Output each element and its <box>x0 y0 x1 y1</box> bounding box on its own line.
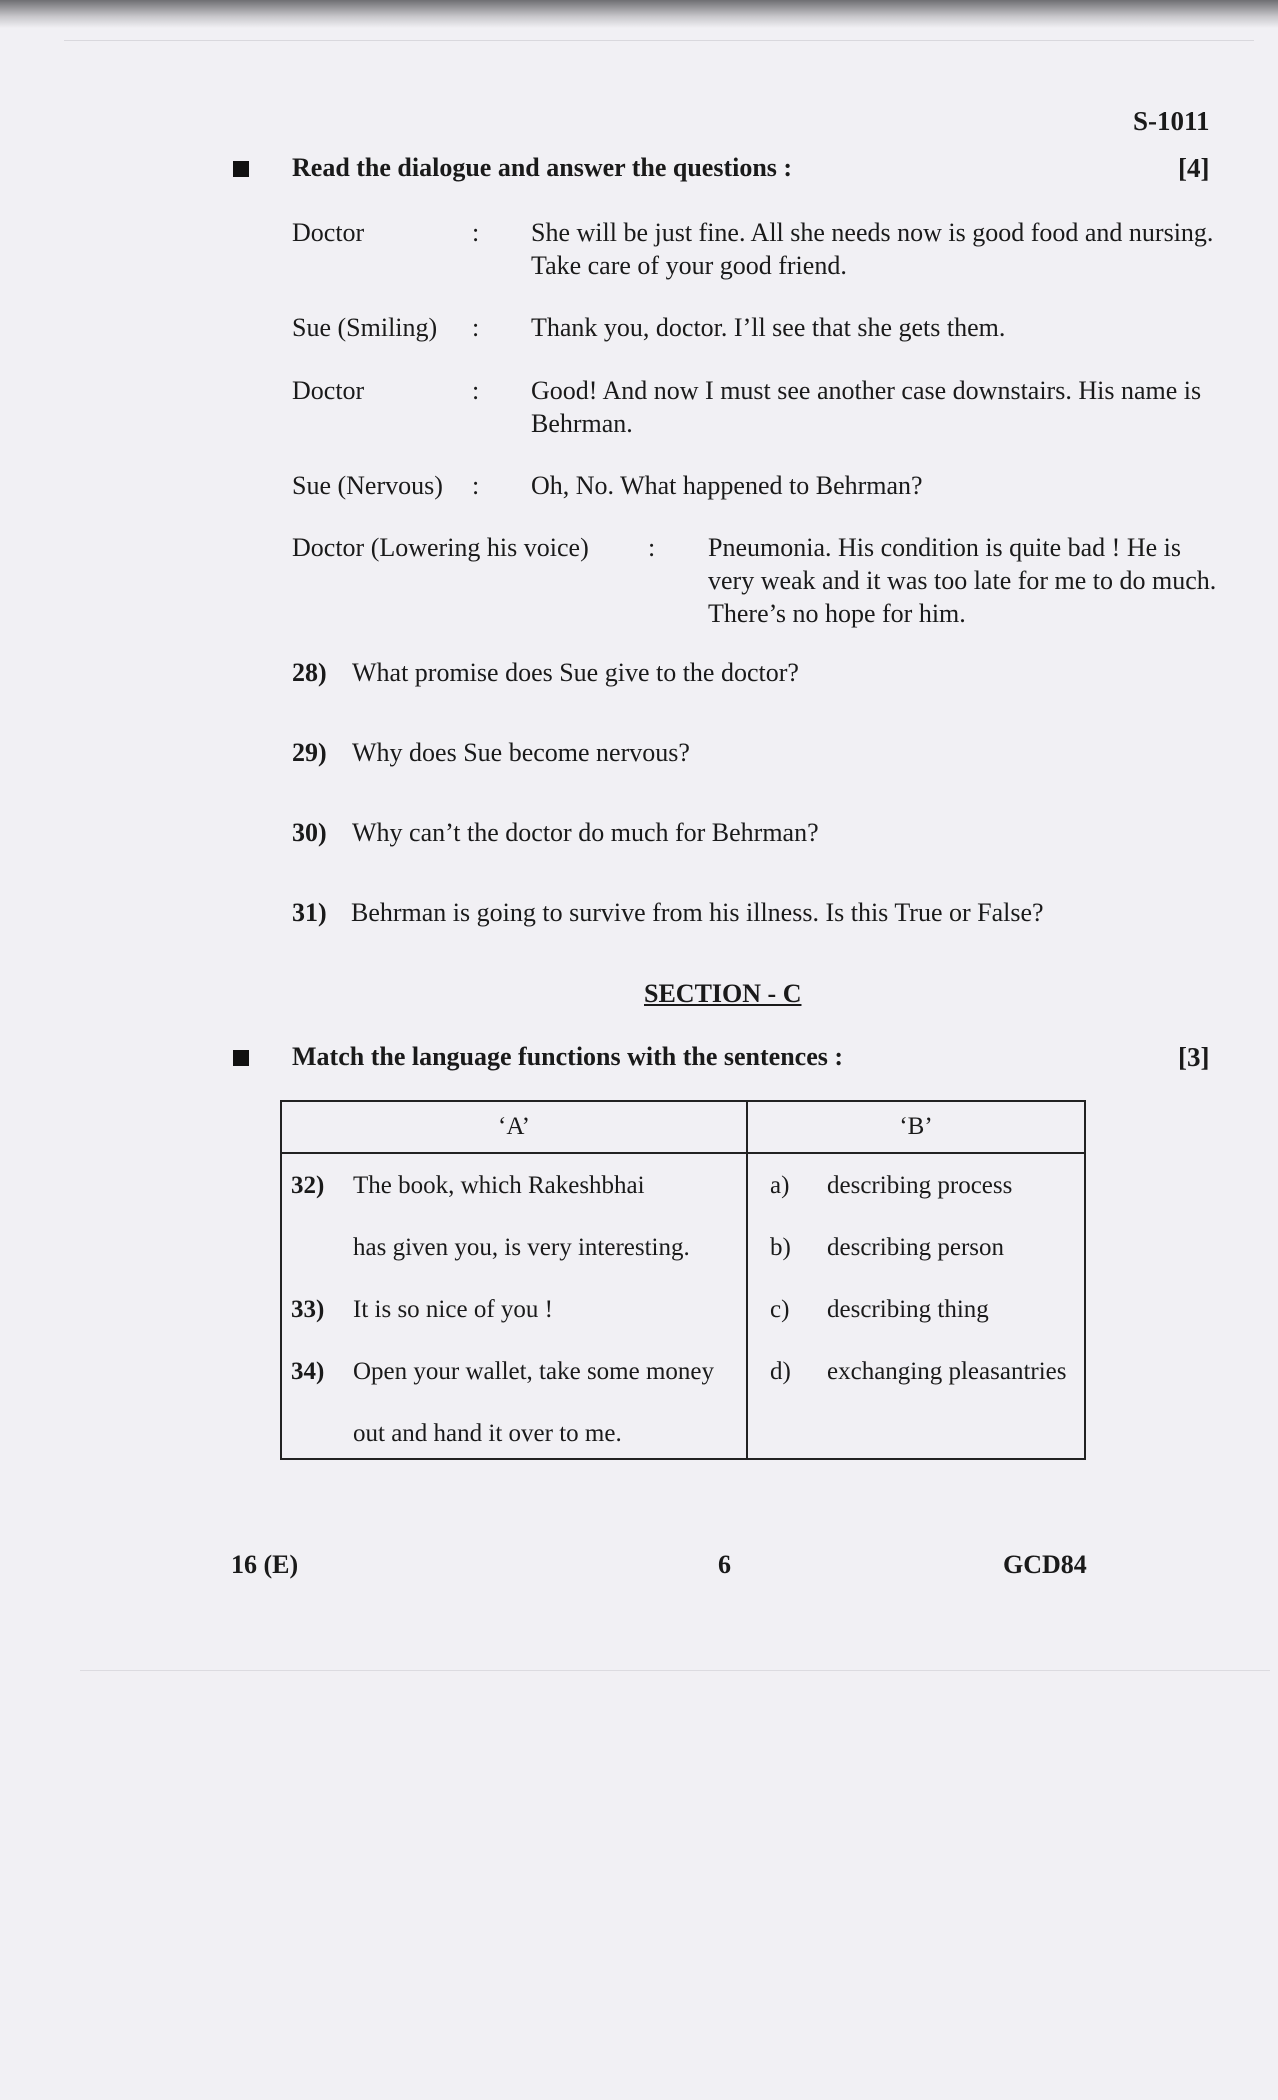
sentence-text: out and hand it over to me. <box>353 1420 622 1447</box>
section-title: SECTION - C <box>644 979 802 1008</box>
dialogue-text: Oh, No. What happened to Behrman? <box>531 471 923 500</box>
paper-edge-top <box>64 40 1254 41</box>
column-b <box>747 1153 1085 1459</box>
sentence-text: has given you, is very interesting. <box>353 1234 690 1261</box>
column-header-b: ‘B’ <box>747 1101 1085 1153</box>
match-marks: [3] <box>1178 1042 1210 1072</box>
dialogue-text: Behrman. <box>531 409 633 438</box>
separator: : <box>472 471 480 500</box>
question <box>292 818 819 848</box>
page-number: 6 <box>718 1550 731 1579</box>
question-text: Why can’t the doctor do much for Behrman? <box>352 818 819 847</box>
match-table <box>280 1100 1086 1460</box>
speaker: Sue (Nervous) <box>292 471 443 500</box>
option-text: exchanging pleasantries <box>827 1358 1067 1385</box>
option-letter: c) <box>770 1296 790 1323</box>
question-number: 28) <box>292 658 327 687</box>
bullet-square <box>233 161 249 177</box>
question <box>292 898 1044 928</box>
speaker: Doctor <box>292 376 365 405</box>
dialogue-instruction: Read the dialogue and answer the questions : <box>292 153 793 182</box>
option-letter: b) <box>770 1234 791 1261</box>
separator: : <box>648 533 656 562</box>
item-number: 33) <box>291 1296 325 1323</box>
dialogue-text: Pneumonia. His condition is quite bad ! He is <box>708 533 1182 562</box>
column-header-a: ‘A’ <box>281 1101 747 1153</box>
speaker: Sue (Smiling) <box>292 313 438 342</box>
speaker: Doctor <box>292 218 365 247</box>
dialogue-text: very weak and it was too late for me to do much. <box>708 566 1217 595</box>
dialogue-text: There’s no hope for him. <box>708 599 966 628</box>
question <box>292 658 799 688</box>
dialogue-text: She will be just fine. All she needs now is good food and nursing. <box>531 218 1214 247</box>
separator: : <box>472 218 480 247</box>
column-a <box>281 1153 747 1459</box>
footer-left: 16 (E) <box>231 1550 299 1579</box>
sentence-text: The book, which Rakeshbhai <box>353 1172 645 1199</box>
option-letter: d) <box>770 1358 791 1385</box>
question-number: 29) <box>292 738 327 767</box>
dialogue-text: Good! And now I must see another case downstairs. His name is <box>531 376 1202 405</box>
item-number: 34) <box>291 1358 325 1385</box>
question-text: What promise does Sue give to the doctor? <box>352 658 799 687</box>
dialogue-text: Take care of your good friend. <box>531 251 847 280</box>
sentence-text: Open your wallet, take some money <box>353 1358 715 1385</box>
speaker: Doctor (Lowering his voice) <box>292 533 589 562</box>
dialogue-text: Thank you, doctor. I’ll see that she gets them. <box>531 313 1006 342</box>
footer-right: GCD84 <box>1003 1550 1087 1579</box>
separator: : <box>472 313 480 342</box>
separator: : <box>472 376 480 405</box>
option-text: describing person <box>827 1234 1005 1261</box>
sentence-text: It is so nice of you ! <box>353 1296 553 1323</box>
question-number: 31) <box>292 898 327 927</box>
bullet-square <box>233 1050 249 1066</box>
question-text: Behrman is going to survive from his illness. Is this True or False? <box>351 898 1044 927</box>
scan-top-shadow <box>0 0 1278 28</box>
dialogue-marks: [4] <box>1178 153 1210 183</box>
question-text: Why does Sue become nervous? <box>352 738 690 767</box>
item-number: 32) <box>291 1172 325 1199</box>
question-number: 30) <box>292 818 327 847</box>
question <box>292 738 690 768</box>
option-text: describing thing <box>827 1296 989 1323</box>
paper-code: S-1011 <box>1133 106 1210 136</box>
paper-edge-bottom <box>80 1670 1270 1671</box>
option-letter: a) <box>770 1172 790 1199</box>
option-text: describing process <box>827 1172 1013 1199</box>
match-instruction: Match the language functions with the sentences : <box>292 1042 844 1071</box>
